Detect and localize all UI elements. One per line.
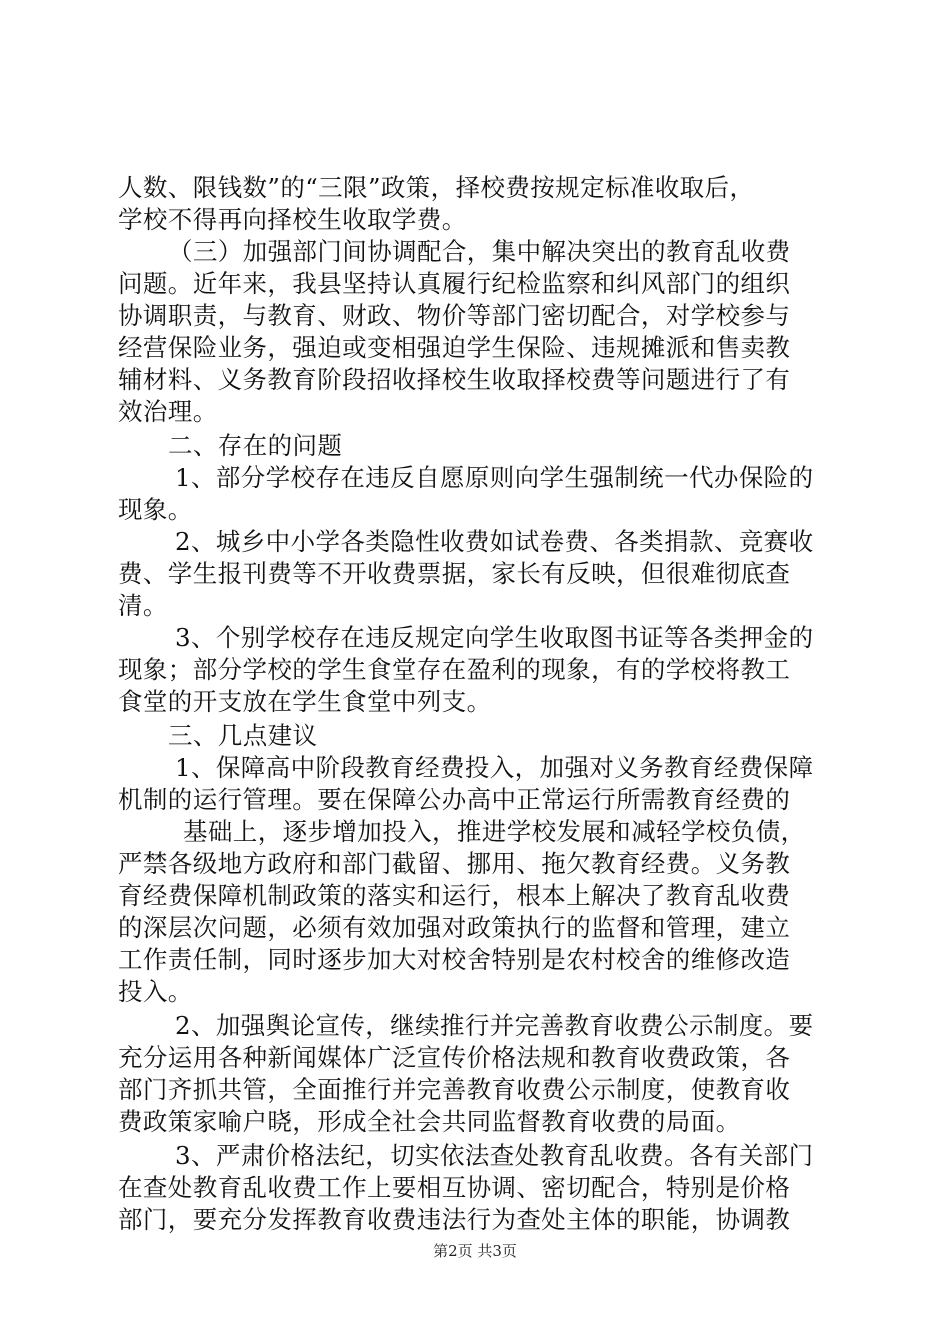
text-line: 协调职责，与教育、财政、物价等部门密切配合，对学校参与 [118, 301, 791, 330]
text-line: 经营保险业务，强迫或变相强迫学生保险、违规摊派和售卖教 [118, 333, 791, 362]
section-heading: 二、存在的问题 [168, 431, 343, 460]
text-line: 效治理。 [118, 397, 218, 426]
text-line: （三）加强部门间协调配合，集中解决突出的教育乱收费 [168, 237, 791, 266]
text-line: 严禁各级地方政府和部门截留、挪用、拖欠教育经费。义务教 [118, 849, 791, 878]
text-line: 的深层次问题，必须有效加强对政策执行的监督和管理，建立 [118, 913, 791, 942]
text-line: 充分运用各种新闻媒体广泛宣传价格法规和教育收费政策，各 [118, 1043, 791, 1072]
text-line: 问题。近年来，我县坚持认真履行纪检监察和纠风部门的组织 [118, 269, 791, 298]
text-line: 在查处教育乱收费工作上要相互协调、密切配合，特别是价格 [118, 1173, 791, 1202]
text-line: 1、保障高中阶段教育经费投入，加强对义务教育经费保障 [175, 753, 814, 782]
text-line: 现象；部分学校的学生食堂存在盈利的现象，有的学校将教工 [118, 655, 791, 684]
text-line: 育经费保障机制政策的落实和运行，根本上解决了教育乱收费 [118, 881, 791, 910]
text-line: 费政策家喻户晓，形成全社会共同监督教育收费的局面。 [118, 1107, 741, 1136]
section-heading: 三、几点建议 [168, 721, 318, 750]
text-line: 机制的运行管理。要在保障公办高中正常运行所需教育经费的 [118, 785, 791, 814]
text-line: 部门齐抓共管，全面推行并完善教育收费公示制度，使教育收 [118, 1075, 791, 1104]
text-line: 基础上，逐步增加投入，推进学校发展和减轻学校负债， [183, 817, 806, 846]
text-line: 费、学生报刊费等不开收费票据，家长有反映，但很难彻底查 [118, 559, 791, 588]
text-line: 工作责任制，同时逐步加大对校舍特别是农村校舍的维修改造 [118, 945, 791, 974]
text-line: 2、城乡中小学各类隐性收费如试卷费、各类捐款、竞赛收 [175, 527, 814, 556]
text-line: 2、加强舆论宣传，继续推行并完善教育收费公示制度。要 [175, 1011, 814, 1040]
text-line: 食堂的开支放在学生食堂中列支。 [118, 687, 492, 716]
text-line: 现象。 [118, 495, 193, 524]
page-number-footer: 第2页 共3页 [433, 1242, 517, 1260]
text-line: 1、部分学校存在违反自愿原则向学生强制统一代办保险的 [175, 463, 814, 492]
text-line: 3、严肃价格法纪，切实依法查处教育乱收费。各有关部门 [175, 1141, 814, 1170]
text-line: 学校不得再向择校生收取学费。 [118, 205, 467, 234]
text-line: 清。 [118, 591, 168, 620]
text-line: 部门，要充分发挥教育收费违法行为查处主体的职能，协调教 [118, 1205, 791, 1234]
text-line: 3、个别学校存在违反规定向学生收取图书证等各类押金的 [175, 623, 814, 652]
text-line: 人数、限钱数”的“三限”政策，择校费按规定标准收取后， [118, 173, 755, 202]
text-line: 辅材料、义务教育阶段招收择校生收取择校费等问题进行了有 [118, 365, 791, 394]
text-line: 投入。 [118, 977, 193, 1006]
